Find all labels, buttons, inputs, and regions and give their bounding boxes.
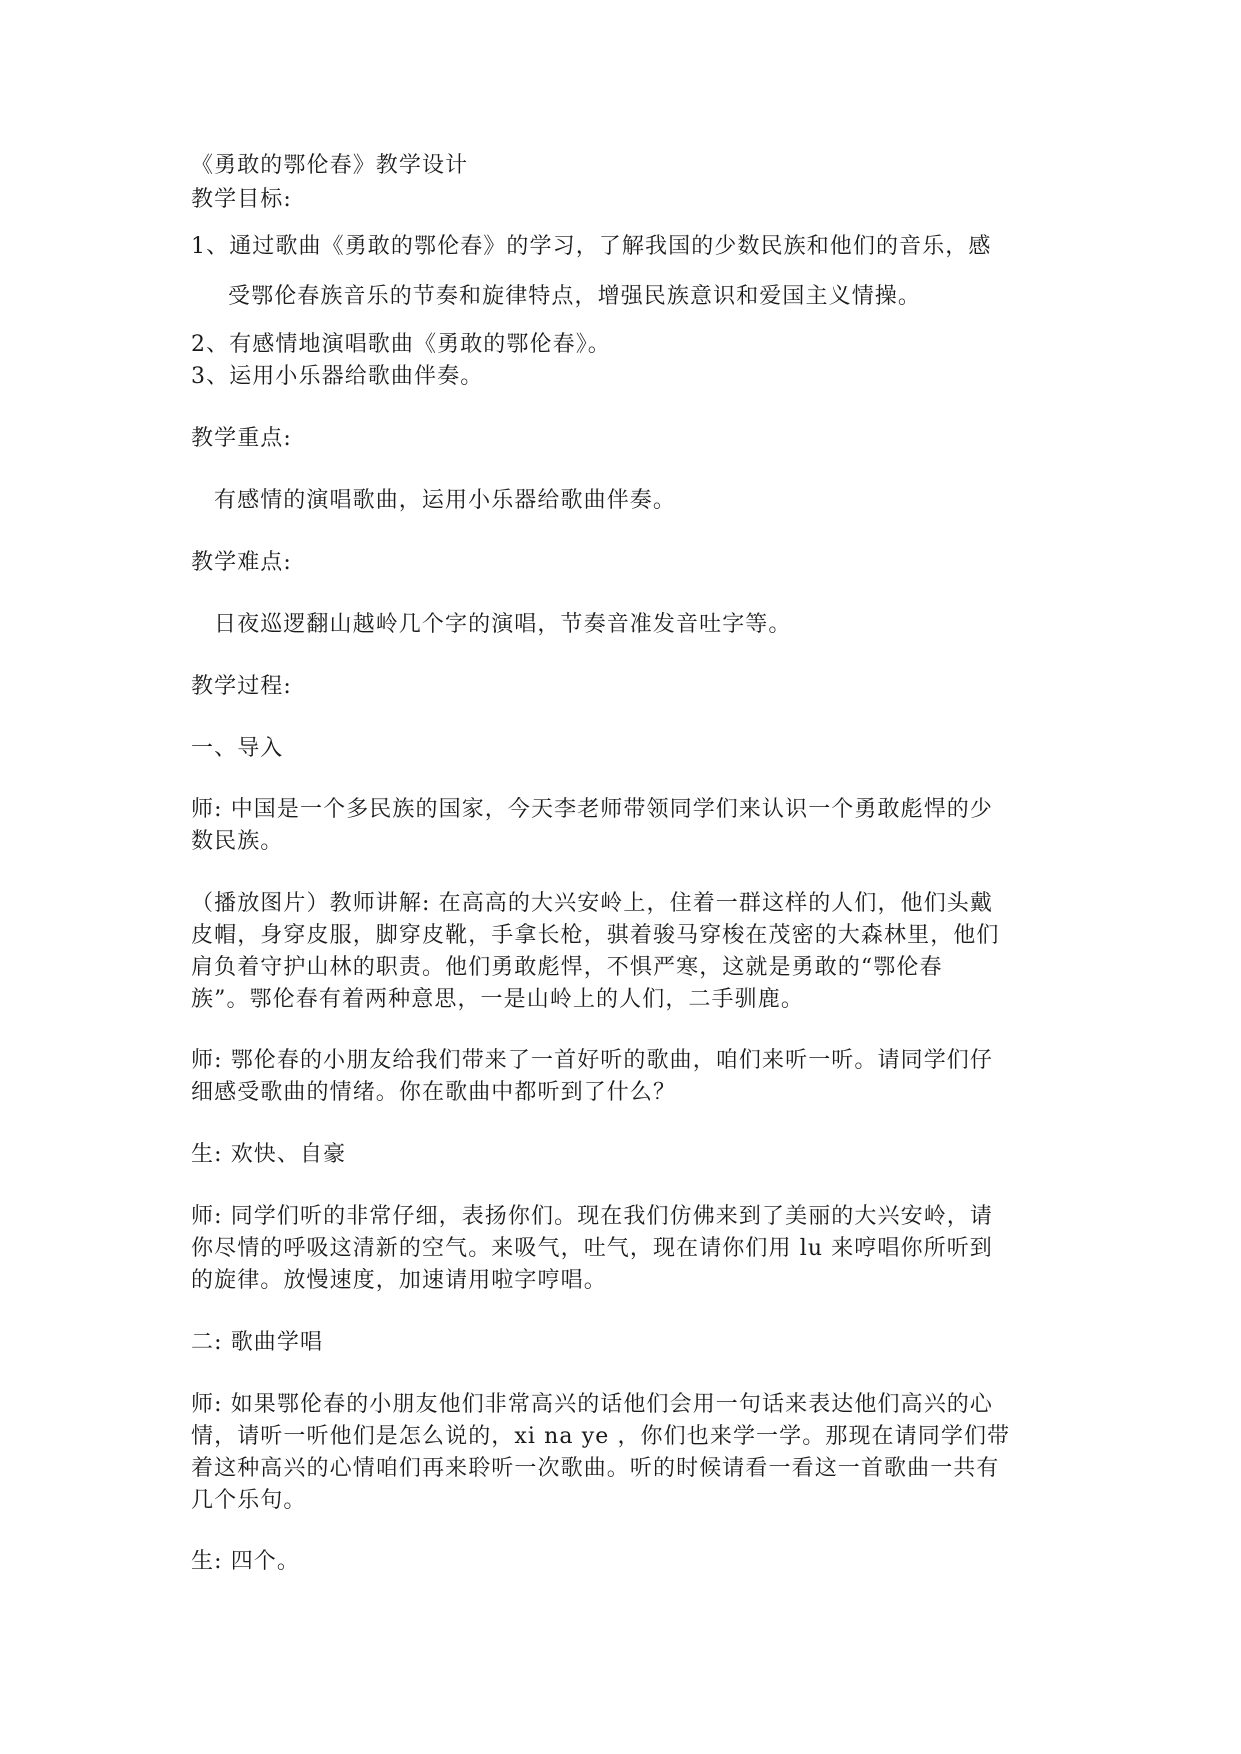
paragraph-5-line-3: 的旋律。放慢速度，加速请用啦字哼唱。	[191, 1268, 607, 1293]
key-points-text: 有感情的演唱歌曲，运用小乐器给歌曲伴奏。	[214, 488, 677, 513]
objective-3: 3、运用小乐器给歌曲伴奏。	[191, 364, 484, 389]
paragraph-6-line-4: 几个乐句。	[191, 1488, 307, 1513]
section-1-heading: 一、导入	[191, 736, 284, 761]
paragraph-2-line-3: 肩负着守护山林的职责。他们勇敢彪悍，不惧严寒，这就是勇敢的“鄂伦春	[191, 955, 943, 980]
paragraph-6-line-1: 师: 如果鄂伦春的小朋友他们非常高兴的话他们会用一句话来表达他们高兴的心	[191, 1392, 994, 1417]
objective-1-line-1: 1、通过歌曲《勇敢的鄂伦春》的学习，了解我国的少数民族和他们的音乐，感	[191, 234, 992, 259]
objectives-heading: 教学目标:	[191, 187, 292, 212]
paragraph-6-line-3: 着这种高兴的心情咱们再来聆听一次歌曲。听的时候请看一看这一首歌曲一共有	[191, 1456, 1000, 1481]
paragraph-1-line-1: 师: 中国是一个多民族的国家，今天李老师带领同学们来认识一个勇敢彪悍的少	[191, 797, 994, 822]
paragraph-2-line-4: 族”。鄂伦春有着两种意思，一是山岭上的人们，二手驯鹿。	[191, 987, 804, 1012]
paragraph-2-line-1: （播放图片）教师讲解: 在高高的大兴安岭上，住着一群这样的人们，他们头戴	[191, 891, 994, 916]
paragraph-6-line-2: 情，请听一听他们是怎么说的，xi na ye ，你们也来学一学。那现在请同学们带	[191, 1424, 1011, 1449]
process-heading: 教学过程:	[191, 674, 292, 699]
difficulty-heading: 教学难点:	[191, 550, 292, 575]
paragraph-2-line-2: 皮帽，身穿皮服，脚穿皮靴，手拿长枪，骐着骏马穿梭在茂密的大森林里，他们	[191, 923, 1000, 948]
paragraph-3-line-1: 师: 鄂伦春的小朋友给我们带来了一首好听的歌曲，咱们来听一听。请同学们仔	[191, 1048, 994, 1073]
key-points-heading: 教学重点:	[191, 426, 292, 451]
paragraph-5-line-1: 师: 同学们听的非常仔细，表扬你们。现在我们仿佛来到了美丽的大兴安岭，请	[191, 1204, 994, 1229]
paragraph-3-line-2: 细感受歌曲的情绪。你在歌曲中都听到了什么？	[191, 1080, 677, 1105]
paragraph-7: 生: 四个。	[191, 1549, 301, 1574]
difficulty-text: 日夜巡逻翻山越岭几个字的演唱，节奏音准发音吐字等。	[214, 612, 792, 637]
paragraph-5-line-2: 你尽情的呼吸这清新的空气。来吸气，吐气，现在请你们用 lu 来哼唱你所听到	[191, 1236, 993, 1261]
objective-2: 2、有感情地演唱歌曲《勇敢的鄂伦春》。	[191, 332, 611, 357]
document-title: 《勇敢的鄂伦春》教学设计	[191, 153, 469, 178]
section-2-heading: 二: 歌曲学唱	[191, 1330, 324, 1355]
paragraph-1-line-2: 数民族。	[191, 829, 284, 854]
paragraph-4: 生: 欢快、自豪	[191, 1142, 347, 1167]
objective-1-line-2: 受鄂伦春族音乐的节奏和旋律特点，增强民族意识和爱国主义情操。	[228, 284, 922, 309]
